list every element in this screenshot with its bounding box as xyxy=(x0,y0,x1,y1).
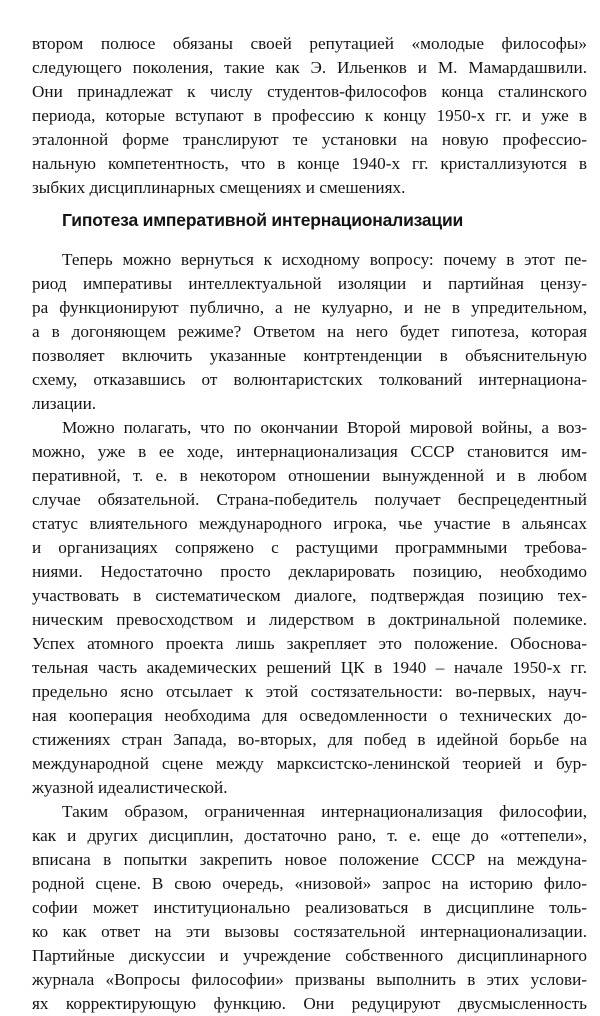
text-line: а в догоняющем режиме? Ответом на него будет гипотеза, которая xyxy=(32,322,587,341)
text-line: стижениях стран Запада, во-вторых, для побед в идейной борьбе на xyxy=(32,730,587,749)
text-line: лизации. xyxy=(32,394,97,413)
text-line: родной сцене. В свою очередь, «низовой» запрос на историю фило- xyxy=(32,874,587,893)
text-line: участвовать в систематическом диалоге, подтверждая позицию тех- xyxy=(32,586,587,605)
text-line: ная кооперация необходима для осведомленности о технических до- xyxy=(32,706,587,725)
text-line: предельно ясно отсылает к этой состязательности: во-первых, науч- xyxy=(32,682,587,701)
text-line: Они принадлежат к числу студентов-философов конца сталинского xyxy=(32,82,587,101)
text-line: и организациях сопряжено с растущими программными требова- xyxy=(32,538,587,557)
text-line: эталонной форме транслируют те установки на новую профессио- xyxy=(32,130,587,149)
text-line: случае обязательной. Страна-победитель получает беспрецедентный xyxy=(32,490,587,509)
text-line: перативной, т. е. в некотором отношении вынужденной и в любом xyxy=(32,466,587,485)
text-line: ра функционируют публично, а не кулуарно, и не в упредительном, xyxy=(32,298,587,317)
text-line: Успех атомного проекта лишь закрепляет это положение. Обоснова- xyxy=(32,634,587,653)
text-line: Таким образом, ограниченная интернационализация философии, xyxy=(62,802,587,821)
text-line: журнала «Вопросы философии» призваны выполнить в этих услови- xyxy=(32,970,587,989)
text-line: схему, отказавшись от волюнтаристских толкований интернациона- xyxy=(32,370,587,389)
text-line: следующего поколения, такие как Э. Ильенков и М. Мамардашвили. xyxy=(32,58,587,77)
text-line: ническим превосходством и лидерством в доктринальной полемике. xyxy=(32,610,587,629)
text-line: втором полюсе обязаны своей репутацией «молодые философы» xyxy=(32,34,587,53)
text-line: Партийные дискуссии и учреждение собственного дисциплинарного xyxy=(32,946,587,965)
text-line: международной сцене между марксистско-ленинской теорией и бур- xyxy=(32,754,587,773)
text-line: Теперь можно вернуться к исходному вопросу: почему в этот пе- xyxy=(62,250,587,269)
text-line: тельная часть академических решений ЦК в 1940 – начале 1950-х гг. xyxy=(32,658,587,677)
text-line: ко как ответ на эти вызовы состязательной интернационализации. xyxy=(32,922,587,941)
text-line: ниями. Недостаточно просто декларировать позицию, необходимо xyxy=(32,562,587,581)
text-line: вписана в попытки закрепить новое положение СССР на междуна- xyxy=(32,850,587,869)
text-line: Можно полагать, что по окончании Второй мировой войны, а воз- xyxy=(62,418,587,437)
text-line: как и других дисциплин, достаточно рано, т. е. еще до «оттепели», xyxy=(32,826,587,845)
text-line: позволяет включить указанные контртенденции в объяснительную xyxy=(32,346,587,365)
text-line: периода, которые вступают в профессию к концу 1950-х гг. и уже в xyxy=(32,106,587,125)
text-line: риод императивы интеллектуальной изоляции и партийная цензу- xyxy=(32,274,587,293)
text-line: зыбких дисциплинарных смещениях и смешениях. xyxy=(32,178,406,197)
text-line: статус влиятельного международного игрока, чье участие в альянсах xyxy=(32,514,587,533)
text-line: софии может институционально реализоваться в дисциплине толь- xyxy=(32,898,587,917)
text-line: жуазной идеалистической. xyxy=(32,778,228,797)
text-line: можно, уже в ее ходе, интернационализация СССР становится им- xyxy=(32,442,587,461)
section-heading: Гипотеза императивной интернационализации xyxy=(62,210,464,230)
text-line: нальную компетентность, что в конце 1940-х гг. кристаллизуются в xyxy=(32,154,587,173)
text-line: ях корректирующую функцию. Они редуцируют двусмысленность xyxy=(32,994,587,1013)
